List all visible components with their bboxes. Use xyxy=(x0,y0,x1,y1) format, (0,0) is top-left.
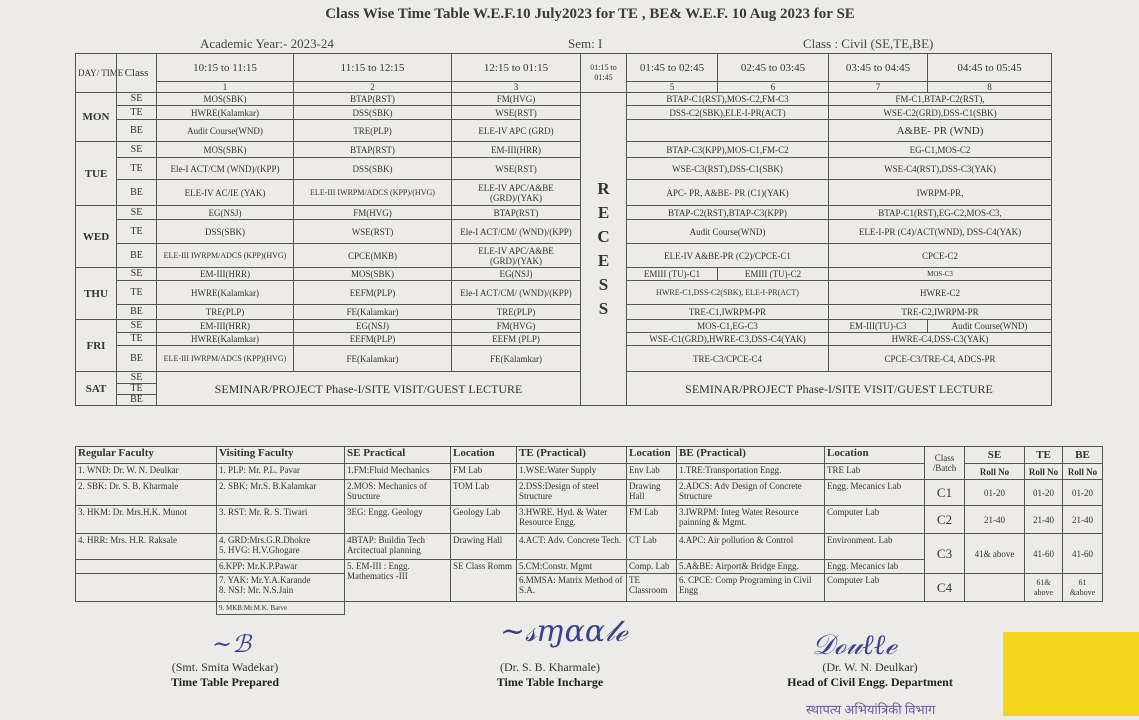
saturday-activities-am: SEMINAR/PROJECT Phase-I/SITE VISIT/GUEST LECTURE xyxy=(157,372,581,406)
timetable-cell: EEFM(PLP) xyxy=(294,281,452,305)
timetable-cell: WSE(RST) xyxy=(294,220,452,244)
class-label: Class : Civil (SE,TE,BE) xyxy=(803,36,934,51)
timetable-cell: ELE-IV APC (GRD) xyxy=(452,120,581,142)
timetable-cell: MOS(SBK) xyxy=(157,142,294,158)
timetable-cell: TRE(PLP) xyxy=(294,120,452,142)
class-cell: SE xyxy=(117,372,157,384)
slot-number: 8 xyxy=(928,82,1052,93)
be-practical: 2.ADCS: Adv Design of Concrete Structure xyxy=(677,480,825,506)
timetable-cell: EEFM(PLP) xyxy=(294,333,452,346)
se-practical: 2.MOS: Mechanics of Structure xyxy=(345,480,451,506)
timetable-cell: EMIII (TU)-C2 xyxy=(718,268,829,281)
visiting-faculty: 6.KPP: Mr.K.P.Pawar xyxy=(217,560,345,574)
timetable-cell: BTAP(RST) xyxy=(294,93,452,106)
timetable-cell: Audit Course(WND) xyxy=(157,120,294,142)
class-cell: TE xyxy=(117,333,157,346)
timetable-cell: BTAP(RST) xyxy=(452,206,581,220)
roll-header: Roll No xyxy=(965,464,1025,480)
be-location: Engg. Mecanics Lab xyxy=(825,480,925,506)
timetable-cell: Audit Course(WND) xyxy=(627,220,829,244)
be-practical: 4.APC: Air pollution & Control xyxy=(677,534,825,560)
class-cell: BE xyxy=(117,120,157,142)
se-practical: 5. EM-III : Engg. Mathematics -III xyxy=(345,560,451,602)
timetable-cell: HWRE(Kalamkar) xyxy=(157,106,294,120)
visiting-faculty xyxy=(217,574,345,602)
visiting-faculty-entry: 8. NSJ: Mr. N.S.Jain xyxy=(219,585,294,595)
semester-label: Sem: I xyxy=(568,36,603,51)
day-time-header: DAY/ TIME xyxy=(76,54,117,93)
batch-te-roll: 01-20 xyxy=(1025,480,1063,506)
batch-se-roll: 41& above xyxy=(965,534,1025,574)
signatory-name: (Smt. Smita Wadekar) xyxy=(171,660,279,674)
visiting-faculty: 9. MKB:Mr.M.K. Barve xyxy=(217,602,345,615)
be-location: Engg. Mecanics lab xyxy=(825,560,925,574)
timetable-cell: EM-III(HRR) xyxy=(157,268,294,281)
se-location: TOM Lab xyxy=(451,480,517,506)
slot-number: 5 xyxy=(627,82,718,93)
batch-be-roll: 01-20 xyxy=(1063,480,1103,506)
batch-te-roll: 61& above xyxy=(1025,574,1063,602)
timetable-cell: MOS(SBK) xyxy=(157,93,294,106)
se-practical-header: SE Practical xyxy=(345,447,451,464)
timetable-cell: ELE-III IWRPM/ADCS (KPP)/(HVG) xyxy=(294,180,452,206)
te-roll-header: TE xyxy=(1025,447,1063,464)
timetable-cell: IWRPM-PR, xyxy=(829,180,1052,206)
faculty-legend-table xyxy=(75,446,1103,615)
be-location: TRE Lab xyxy=(825,464,925,480)
timetable-cell: EG-C1,MOS-C2 xyxy=(829,142,1052,158)
class-cell: BE xyxy=(117,346,157,372)
timetable-cell: WSE-C2(GRD),DSS-C1(SBK) xyxy=(829,106,1052,120)
timetable-cell: MOS-C3 xyxy=(829,268,1052,281)
day-mon: MON xyxy=(76,93,117,142)
timetable-cell: TRE(PLP) xyxy=(157,305,294,320)
timetable-cell: DSS(SBK) xyxy=(157,220,294,244)
timetable-cell: Ele-I ACT/CM (WND)/(KPP) xyxy=(157,158,294,180)
timetable-cell: MOS-C1,EG-C3 xyxy=(627,320,829,333)
te-practical: 5.CM:Constr. Mgmt xyxy=(517,560,627,574)
timetable-cell: WSE-C1(GRD),HWRE-C3,DSS-C4(YAK) xyxy=(627,333,829,346)
timetable-cell: ELE-III IWRPM/ADCS (KPP)(HVG) xyxy=(157,244,294,268)
be-roll-header: BE xyxy=(1063,447,1103,464)
class-cell: SE xyxy=(117,268,157,281)
signatory-role: Time Table Incharge xyxy=(496,675,604,689)
timetable-cell: TRE-C2,IWRPM-PR xyxy=(829,305,1052,320)
signature-mark: ~ℬ xyxy=(212,630,251,658)
location-header: Location xyxy=(627,447,677,464)
recess-column: R E C E S S xyxy=(581,93,627,406)
visiting-faculty xyxy=(217,534,345,560)
be-practical: 3.IWRPM: Integ Water Resource painning & Mgmt. xyxy=(677,506,825,534)
se-practical: 1.FM:Fluid Mechanics xyxy=(345,464,451,480)
timetable-cell: ELE-IV APC/A&BE (GRD)/(YAK) xyxy=(452,244,581,268)
te-location: Comp. Lab xyxy=(627,560,677,574)
be-location: Computer Lab xyxy=(825,506,925,534)
class-batch-header: Class /Batch xyxy=(925,447,965,480)
roll-header: Roll No xyxy=(1063,464,1103,480)
timetable-cell xyxy=(627,120,829,142)
batch-se-roll xyxy=(965,574,1025,602)
slot-1-header: 10:15 to 11:15 xyxy=(157,54,294,82)
te-location: CT Lab xyxy=(627,534,677,560)
timetable-cell: ELE-IV APC/A&BE (GRD)/(YAK) xyxy=(452,180,581,206)
be-practical: 5.A&BE: Airport& Bridge Engg. xyxy=(677,560,825,574)
class-cell: BE xyxy=(117,305,157,320)
signatory-role: Time Table Prepared xyxy=(170,675,279,689)
batch-te-roll: 41-60 xyxy=(1025,534,1063,574)
regular-faculty-header: Regular Faculty xyxy=(76,447,217,464)
timetable-cell: A&BE- PR (WND) xyxy=(829,120,1052,142)
timetable-cell: Ele-I ACT/CM/ (WND)/(KPP) xyxy=(452,281,581,305)
timetable-cell: TRE-C3/CPCE-C4 xyxy=(627,346,829,372)
timetable-cell: BTAP-C2(RST),BTAP-C3(KPP) xyxy=(627,206,829,220)
timetable-cell: ELE-I-PR (C4)/ACT(WND), DSS-C4(YAK) xyxy=(829,220,1052,244)
class-cell: SE xyxy=(117,320,157,333)
te-practical: 3.HWRE. Hyd. & Water Resource Engg. xyxy=(517,506,627,534)
signature-mark: 𝒟ℴ𝓊ℓℓℯ xyxy=(812,628,897,661)
te-practical: 4.ACT: Adv. Concrete Tech. xyxy=(517,534,627,560)
class-cell: SE xyxy=(117,206,157,220)
visiting-faculty-entry: 5. HVG: H.V.Ghogare xyxy=(219,545,300,555)
class-cell: SE xyxy=(117,93,157,106)
timetable-cell: DSS(SBK) xyxy=(294,106,452,120)
class-cell: TE xyxy=(117,158,157,180)
be-location: Environment. Lab xyxy=(825,534,925,560)
department-stamp: स्थापत्य अभियांत्रिकी विभाग xyxy=(806,702,936,717)
te-location: Env Lab xyxy=(627,464,677,480)
timetable-cell: EG(NSJ) xyxy=(157,206,294,220)
signature-prepared xyxy=(150,660,300,690)
te-location: TE Classroom xyxy=(627,574,677,602)
day-fri: FRI xyxy=(76,320,117,372)
batch-te-roll: 21-40 xyxy=(1025,506,1063,534)
batch-c3: C3 xyxy=(925,534,965,574)
visiting-faculty-entry: 7. YAK: Mr.Y.A.Karande xyxy=(219,575,311,585)
regular-faculty: 1. WND: Dr. W. N. Deulkar xyxy=(76,464,217,480)
sticky-note xyxy=(1003,632,1139,716)
timetable-cell: DSS(SBK) xyxy=(294,158,452,180)
visiting-faculty: 1. PLP: Mr. P.L. Pavar xyxy=(217,464,345,480)
slot-5-header: 01:45 to 02:45 xyxy=(627,54,718,82)
batch-c2: C2 xyxy=(925,506,965,534)
batch-se-roll: 21-40 xyxy=(965,506,1025,534)
be-practical-header: BE (Practical) xyxy=(677,447,825,464)
timetable-cell: HWRE-C4,DSS-C3(YAK) xyxy=(829,333,1052,346)
timetable-cell: TRE(PLP) xyxy=(452,305,581,320)
timetable-cell: FM(HVG) xyxy=(452,93,581,106)
batch-be-roll: 61 &above xyxy=(1063,574,1103,602)
class-cell: SE xyxy=(117,142,157,158)
day-tue: TUE xyxy=(76,142,117,206)
be-location: Computer Lab xyxy=(825,574,925,602)
timetable-cell: EM-III(HRR) xyxy=(452,142,581,158)
se-location: Drawing Hall xyxy=(451,534,517,560)
timetable-cell: ELE-III IWRPM/ADCS (KPP)(HVG) xyxy=(157,346,294,372)
slot-7-header: 03:45 to 04:45 xyxy=(829,54,928,82)
timetable-cell: BTAP-C1(RST),EG-C2,MOS-C3, xyxy=(829,206,1052,220)
timetable-cell: FM(HVG) xyxy=(452,320,581,333)
class-cell: BE xyxy=(117,244,157,268)
regular-faculty: 3. HKM: Dr. Mrs.H.K. Munot xyxy=(76,506,217,534)
timetable-cell: ELE-IV A&BE-PR (C2)/CPCE-C1 xyxy=(627,244,829,268)
timetable-cell: FM(HVG) xyxy=(294,206,452,220)
visiting-faculty: 3. RST: Mr. R. S. Tiwari xyxy=(217,506,345,534)
timetable-cell: EM-III(TU)-C3 xyxy=(829,320,928,333)
signatory-role: Head of Civil Engg. Department xyxy=(787,675,953,689)
timetable-cell: WSE(RST) xyxy=(452,106,581,120)
regular-faculty-empty xyxy=(76,560,217,574)
class-cell: TE xyxy=(117,106,157,120)
batch-se-roll: 01-20 xyxy=(965,480,1025,506)
regular-faculty: 2. SBK: Dr. S. B. Kharmale xyxy=(76,480,217,506)
timetable-cell: BTAP(RST) xyxy=(294,142,452,158)
timetable-cell: Ele-I ACT/CM/ (WND)/(KPP) xyxy=(452,220,581,244)
slot-3-header: 12:15 to 01:15 xyxy=(452,54,581,82)
timetable-cell: DSS-C2(SBK),ELE-I-PR(ACT) xyxy=(627,106,829,120)
slot-number: 6 xyxy=(718,82,829,93)
signatory-name: (Dr. W. N. Deulkar) xyxy=(822,660,918,674)
timetable-cell: FM-C1,BTAP-C2(RST), xyxy=(829,93,1052,106)
recess-slot-header: 01:15 to 01:45 xyxy=(581,54,627,93)
location-header: Location xyxy=(451,447,517,464)
day-thu: THU xyxy=(76,268,117,320)
saturday-activities-pm: SEMINAR/PROJECT Phase-I/SITE VISIT/GUEST LECTURE xyxy=(627,372,1052,406)
signature-mark: ~𝓈ɱɑɑ𝓁ℯ xyxy=(500,614,627,649)
timetable-cell: CPCE-C3/TRE-C4, ADCS-PR xyxy=(829,346,1052,372)
timetable-cell: WSE-C3(RST),DSS-C1(SBK) xyxy=(627,158,829,180)
timetable-cell: HWRE-C1,DSS-C2(SBK), ELE-I-PR(ACT) xyxy=(627,281,829,305)
class-cell: BE xyxy=(117,180,157,206)
class-cell: TE xyxy=(117,384,157,395)
se-practical: 3EG: Engg. Geology xyxy=(345,506,451,534)
spacer xyxy=(345,602,1103,615)
se-location: FM Lab xyxy=(451,464,517,480)
slot-8-header: 04:45 to 05:45 xyxy=(928,54,1052,82)
timetable-cell: HWRE(Kalamkar) xyxy=(157,281,294,305)
visiting-faculty: 2. SBK: Mr.S. B.Kalamkar xyxy=(217,480,345,506)
batch-c4: C4 xyxy=(925,574,965,602)
te-location: FM Lab xyxy=(627,506,677,534)
signature-incharge xyxy=(470,660,630,690)
te-practical: 2.DSS:Design of steel Structure xyxy=(517,480,627,506)
se-location: Geology Lab xyxy=(451,506,517,534)
te-practical: 6.MMSA: Matrix Method of S.A. xyxy=(517,574,627,602)
spacer xyxy=(76,602,217,615)
batch-be-roll: 21-40 xyxy=(1063,506,1103,534)
timetable-cell: FE(Kalamkar) xyxy=(452,346,581,372)
timetable-cell: EM-III(HRR) xyxy=(157,320,294,333)
batch-c1: C1 xyxy=(925,480,965,506)
slot-number: 7 xyxy=(829,82,928,93)
timetable-cell: ELE-IV AC/IE (YAK) xyxy=(157,180,294,206)
se-roll-header: SE xyxy=(965,447,1025,464)
regular-faculty: 4. HRR: Mrs. H.R. Raksale xyxy=(76,534,217,560)
day-sat: SAT xyxy=(76,372,117,406)
class-header: Class xyxy=(117,54,157,93)
te-practical: 1.WSE:Water Supply xyxy=(517,464,627,480)
timetable-cell: HWRE-C2 xyxy=(829,281,1052,305)
timetable-cell: HWRE(Kalamkar) xyxy=(157,333,294,346)
signature-hod xyxy=(760,660,980,690)
visiting-faculty-entry: 4. GRD:Mrs.G.R.Dhokre xyxy=(219,535,311,545)
roll-header: Roll No xyxy=(1025,464,1063,480)
class-cell: BE xyxy=(117,395,157,406)
timetable-cell: APC- PR, A&BE- PR (C1)(YAK) xyxy=(627,180,829,206)
timetable-cell: WSE(RST) xyxy=(452,158,581,180)
timetable-cell: FE(Kalamkar) xyxy=(294,305,452,320)
visiting-faculty-header: Visiting Faculty xyxy=(217,447,345,464)
academic-year: Academic Year:- 2023-24 xyxy=(200,36,334,51)
timetable-cell: CPCE(MKB) xyxy=(294,244,452,268)
batch-be-roll: 41-60 xyxy=(1063,534,1103,574)
timetable-cell: WSE-C4(RST),DSS-C3(YAK) xyxy=(829,158,1052,180)
day-wed: WED xyxy=(76,206,117,268)
be-practical: 1.TRE:Transportation Engg. xyxy=(677,464,825,480)
be-practical: 6. CPCE: Comp Programing in Civil Engg xyxy=(677,574,825,602)
regular-faculty-empty xyxy=(76,574,217,602)
timetable-cell: EEFM (PLP) xyxy=(452,333,581,346)
timetable-cell: EG(NSJ) xyxy=(294,320,452,333)
se-practical: 4BTAP: Buildin Tech Arcitectual planning xyxy=(345,534,451,560)
class-cell: TE xyxy=(117,220,157,244)
slot-6-header: 02:45 to 03:45 xyxy=(718,54,829,82)
document-title: Class Wise Time Table W.E.F.10 July2023 for TE , BE& W.E.F. 10 Aug 2023 for SE xyxy=(325,6,855,22)
timetable-cell: Audit Course(WND) xyxy=(928,320,1052,333)
slot-number: 1 xyxy=(157,82,294,93)
timetable-cell: BTAP-C1(RST),MOS-C2,FM-C3 xyxy=(627,93,829,106)
te-location: Drawing Hall xyxy=(627,480,677,506)
timetable-cell: EG(NSJ) xyxy=(452,268,581,281)
timetable-cell: BTAP-C3(KPP),MOS-C1,FM-C2 xyxy=(627,142,829,158)
class-cell: TE xyxy=(117,281,157,305)
slot-number: 3 xyxy=(452,82,581,93)
slot-number: 2 xyxy=(294,82,452,93)
location-header: Location xyxy=(825,447,925,464)
timetable-cell: MOS(SBK) xyxy=(294,268,452,281)
timetable-cell: TRE-C1,IWRPM-PR xyxy=(627,305,829,320)
se-location: SE Class Romm xyxy=(451,560,517,602)
timetable-cell: FE(Kalamkar) xyxy=(294,346,452,372)
te-practical-header: TE (Practical) xyxy=(517,447,627,464)
timetable-cell: EMIII (TU)-C1 xyxy=(627,268,718,281)
signatory-name: (Dr. S. B. Kharmale) xyxy=(500,660,600,674)
slot-2-header: 11:15 to 12:15 xyxy=(294,54,452,82)
timetable-cell: CPCE-C2 xyxy=(829,244,1052,268)
timetable-grid xyxy=(75,53,1052,406)
